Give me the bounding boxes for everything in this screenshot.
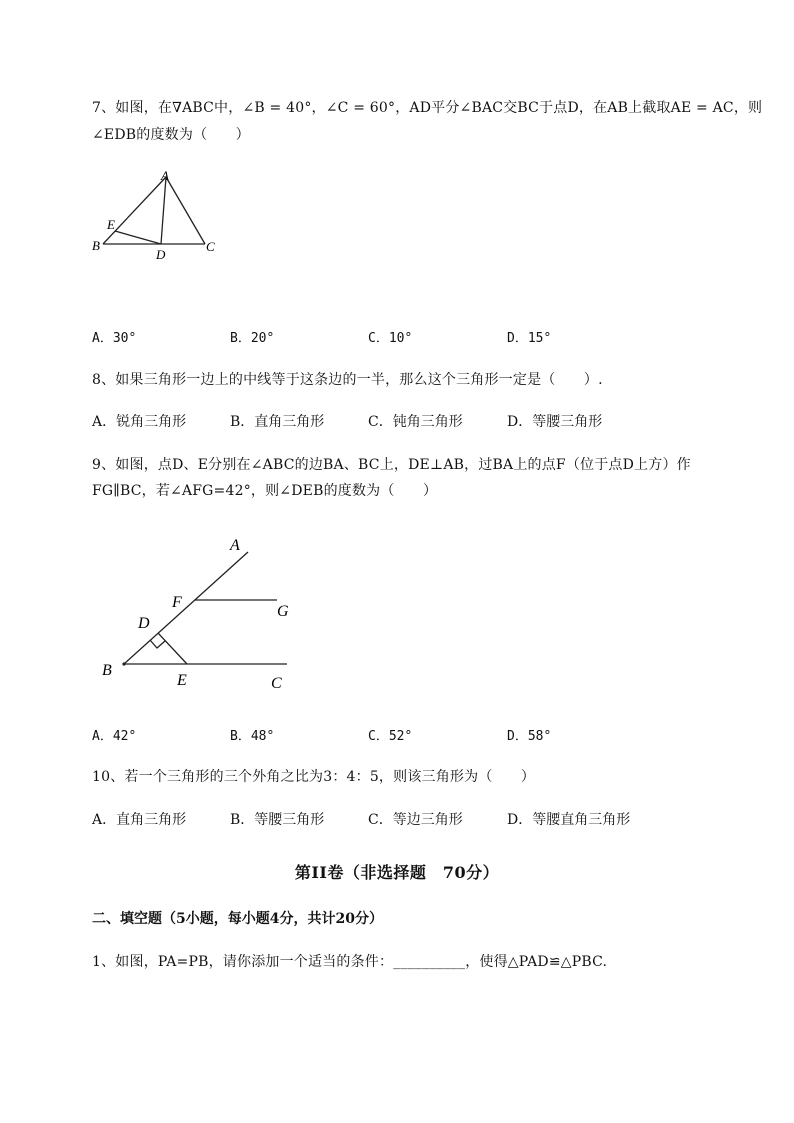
q10-option-d[interactable]: D．等腰直角三角形 [507, 812, 631, 828]
q7-label-e: E [107, 217, 115, 232]
q8-option-b[interactable]: B．直角三角形 [230, 414, 325, 430]
q9-label-d: D [138, 615, 150, 632]
q7-segment-ad [161, 177, 166, 244]
q9-point-b [122, 662, 125, 665]
q10-stem: 10、若一个三角形的三个外角之比为3：4：5，则该三角形为（ ） [92, 769, 536, 785]
q9-option-c[interactable]: C．52° [368, 729, 413, 744]
q9-label-e: E [177, 672, 187, 689]
q7-option-d[interactable]: D．15° [507, 331, 552, 346]
q8-option-a[interactable]: A．锐角三角形 [92, 414, 187, 430]
part-title: 二、填空题（5小题，每小题4分，共计20分） [92, 911, 383, 927]
q9-label-g: G [277, 603, 289, 620]
q7-side-ab [103, 177, 166, 244]
q7-option-c[interactable]: C．10° [368, 331, 413, 346]
q7-label-c: C [206, 239, 215, 254]
q8-option-d[interactable]: D．等腰三角形 [507, 414, 603, 430]
q7-option-a[interactable]: A．30° [92, 331, 137, 346]
q7-label-d: D [156, 247, 166, 262]
fill1-stem: 1、如图，PA=PB，请你添加一个适当的条件：__________，使得△PAD≌△PBC. [92, 954, 608, 970]
q9-label-b: B [102, 662, 112, 679]
q9-label-c: C [271, 675, 282, 692]
q7-segment-ed [115, 231, 161, 244]
q9-option-d[interactable]: D．58° [507, 729, 552, 744]
q9-segment-de [158, 633, 187, 664]
q10-option-c[interactable]: C．等边三角形 [368, 812, 463, 828]
q9-option-b[interactable]: B．48° [230, 729, 275, 744]
q7-stem-line2: ∠EDB的度数为（ ） [92, 127, 250, 143]
q9-right-angle-mark [150, 640, 165, 648]
q7-stem-line1: 7、如图，在∇ABC中，∠B = 40°，∠C = 60°，AD平分∠BAC交BC于点D，在AB上截取AE = AC，则 [92, 100, 763, 116]
q7-label-a: A [161, 168, 169, 183]
q7-label-b: B [92, 238, 100, 253]
q7-side-ac [166, 177, 205, 244]
section-title: 第II卷（非选择题 70分） [294, 863, 500, 882]
q10-option-b[interactable]: B．等腰三角形 [230, 812, 325, 828]
q7-option-b[interactable]: B．20° [230, 331, 275, 346]
q9-stem-line2: FG∥BC，若∠AFG=42°，则∠DEB的度数为（ ） [92, 483, 438, 499]
q7-triangle-figure [88, 168, 228, 266]
q8-stem: 8、如果三角形一边上的中线等于这条边的一半，那么这个三角形一定是（ ）. [92, 372, 603, 388]
q9-ray-ba [124, 552, 248, 664]
q9-label-f: F [172, 594, 182, 611]
q9-stem-line1: 9、如图，点D、E分别在∠ABC的边BA、BC上，DE⊥AB，过BA上的点F（位于点D上方）作 [92, 457, 691, 473]
q9-angle-figure [95, 530, 310, 700]
q8-option-c[interactable]: C．钝角三角形 [368, 414, 463, 430]
q9-option-a[interactable]: A．42° [92, 729, 137, 744]
q10-option-a[interactable]: A．直角三角形 [92, 812, 187, 828]
q9-label-a: A [230, 537, 240, 554]
